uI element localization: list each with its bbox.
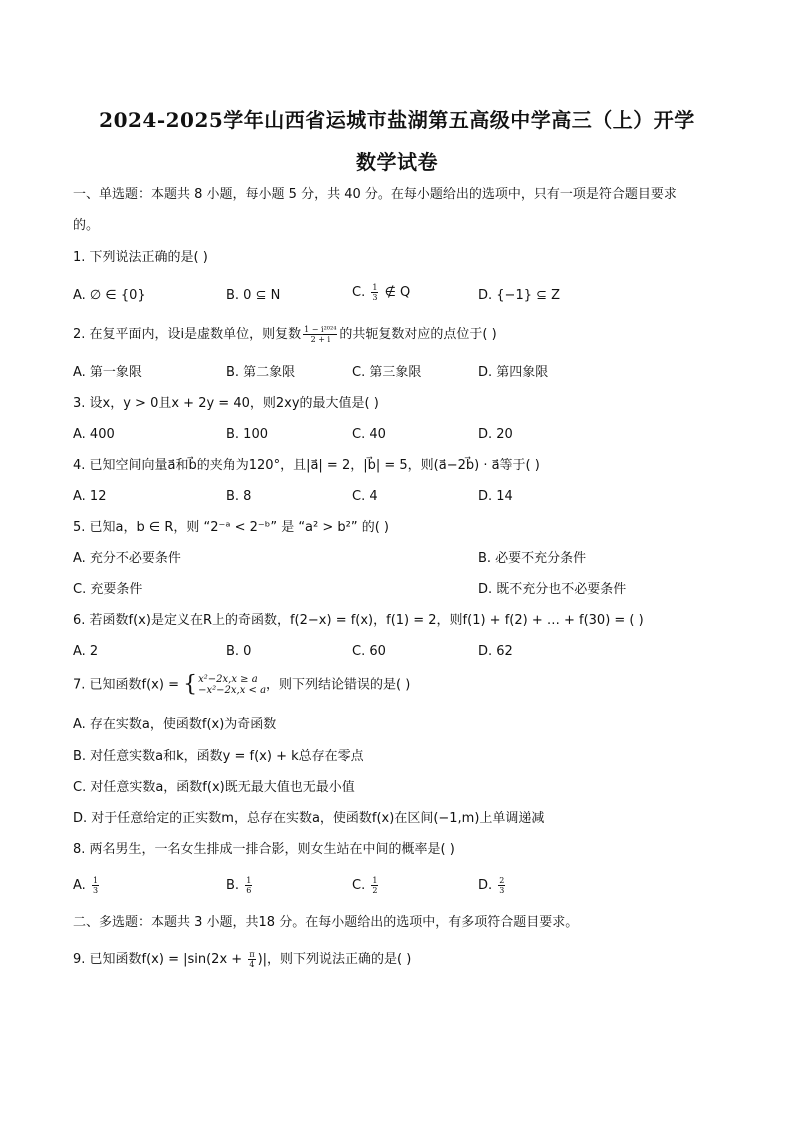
question-5-option-d: D. 既不充分也不必要条件 (478, 582, 627, 597)
question-4-option-a: A. 12 (73, 489, 107, 504)
question-4-stem: 4. 已知空间向量a⃗和b⃗的夹角为120°，且|a⃗| = 2，|b⃗| = 5，则(a⃗−2b⃗) · a⃗等于( ) (73, 458, 540, 473)
question-3-option-c: C. 40 (352, 427, 386, 442)
fraction-denominator: 2 + i (310, 335, 330, 344)
fraction-numerator: 1 (92, 876, 99, 885)
fraction-denominator: 2 (372, 886, 378, 895)
question-2-option-c: C. 第三象限 (352, 365, 422, 380)
fraction-denominator: 3 (92, 886, 99, 895)
question-3-option-b: B. 100 (226, 427, 268, 442)
stem-text: )|，则下列说法正确的是( ) (257, 952, 412, 967)
question-2-option-d: D. 第四象限 (478, 365, 549, 380)
question-1-option-c (352, 283, 410, 302)
fraction (498, 876, 505, 895)
fraction-numerator: 1 − i²⁰²⁴ (304, 325, 337, 334)
fraction-numerator: 2 (499, 876, 505, 885)
question-5-stem: 5. 已知a，b ∈ R，则 “2⁻ᵃ < 2⁻ᵇ” 是 “a² > b²” 的( ) (73, 520, 389, 535)
question-8-option-a (73, 876, 101, 895)
option-label: B. (226, 878, 244, 893)
stem-text: ，则下列结论错误的是( ) (266, 677, 411, 693)
question-6-stem: 6. 若函数f(x)是定义在R上的奇函数，f(2−x) = f(x)，f(1) = 2，则f(1) + f(2) + … + f(30) = ( ) (73, 613, 644, 628)
fraction (303, 325, 337, 344)
question-3-option-d: D. 20 (478, 427, 513, 442)
question-3-option-a: A. 400 (73, 427, 115, 442)
question-7-option-d: D. 对于任意给定的正实数m，总存在实数a，使函数f(x)在区间(−1,m)上单调递减 (73, 811, 545, 826)
fraction-numerator: 1 (372, 283, 378, 292)
option-label: C. (352, 285, 370, 300)
question-7-stem (73, 674, 410, 696)
question-7-option-c: C. 对任意实数a，函数f(x)既无最大值也无最小值 (73, 780, 355, 795)
question-5-option-c: C. 充要条件 (73, 582, 143, 597)
fraction (371, 876, 378, 895)
stem-text: 7. 已知函数f(x) = (73, 677, 184, 693)
question-4-option-b: B. 8 (226, 489, 252, 504)
question-1-option-a: A. ∅ ∈ {0} (73, 288, 146, 303)
section2-heading: 二、多选题：本题共 3 小题，共18 分。在每小题给出的选项中，有多项符合题目要求。 (73, 915, 579, 930)
option-text: ∉ Q (380, 285, 411, 300)
fraction-denominator: 3 (372, 293, 378, 302)
stem-text: 2. 在复平面内，设i是虚数单位，则复数 (73, 327, 302, 342)
option-label: C. (352, 878, 370, 893)
fraction-denominator: 3 (499, 886, 505, 895)
fraction (92, 876, 99, 895)
question-3-stem: 3. 设x，y > 0且x + 2y = 40，则2xy的最大值是( ) (73, 396, 379, 411)
question-7-option-a: A. 存在实数a，使函数f(x)为奇函数 (73, 717, 277, 732)
brace-glyph: { (183, 672, 198, 697)
question-2-option-b: B. 第二象限 (226, 365, 296, 380)
option-label: A. (73, 878, 90, 893)
case-1: x²−2x,x ≥ a (198, 674, 258, 685)
stem-text: 9. 已知函数f(x) = |sin(2x + (73, 952, 247, 967)
question-6-option-b: B. 0 (226, 644, 252, 659)
fraction-numerator: π (249, 950, 255, 959)
fraction-denominator: 4 (249, 960, 255, 969)
question-6-option-d: D. 62 (478, 644, 513, 659)
question-1-stem: 1. 下列说法正确的是( ) (73, 250, 208, 265)
question-7-option-b: B. 对任意实数a和k，函数y = f(x) + k总存在零点 (73, 749, 364, 764)
question-5-option-b: B. 必要不充分条件 (478, 551, 587, 566)
fraction (371, 283, 378, 302)
fraction (245, 876, 252, 895)
section1-heading-line1: 一、单选题：本题共 8 小题，每小题 5 分，共 40 分。在每小题给出的选项中，只有一项是符合题目要求 (73, 187, 677, 202)
question-6-option-c: C. 60 (352, 644, 386, 659)
question-4-option-c: C. 4 (352, 489, 378, 504)
fraction-denominator: 6 (246, 886, 252, 895)
question-1-option-d: D. {−1} ⊆ Z (478, 288, 561, 303)
fraction (248, 950, 255, 969)
question-6-option-a: A. 2 (73, 644, 99, 659)
question-4-option-d: D. 14 (478, 489, 513, 504)
section1-heading-line2: 的。 (73, 218, 100, 233)
question-8-option-b (226, 876, 254, 895)
exam-title-line1: 2024-2025学年山西省运城市盐湖第五高级中学高三（上）开学 (99, 108, 695, 132)
question-2-stem (73, 325, 497, 344)
question-2-option-a: A. 第一象限 (73, 365, 142, 380)
fraction-numerator: 1 (372, 876, 378, 885)
stem-text: 的共轭复数对应的点位于( ) (339, 327, 497, 342)
question-8-stem: 8. 两名男生，一名女生排成一排合影，则女生站在中间的概率是( ) (73, 842, 455, 857)
option-label: D. (478, 878, 497, 893)
exam-title-line2: 数学试卷 (356, 150, 438, 174)
question-5-option-a: A. 充分不必要条件 (73, 551, 181, 566)
fraction-numerator: 1 (246, 876, 252, 885)
case-2: −x²−2x,x < a (198, 685, 267, 696)
question-9-stem (73, 950, 411, 969)
question-8-option-d (478, 876, 507, 895)
question-1-option-b: B. 0 ⊆ N (226, 288, 281, 303)
question-8-option-c (352, 876, 380, 895)
piecewise-cases (198, 674, 266, 696)
